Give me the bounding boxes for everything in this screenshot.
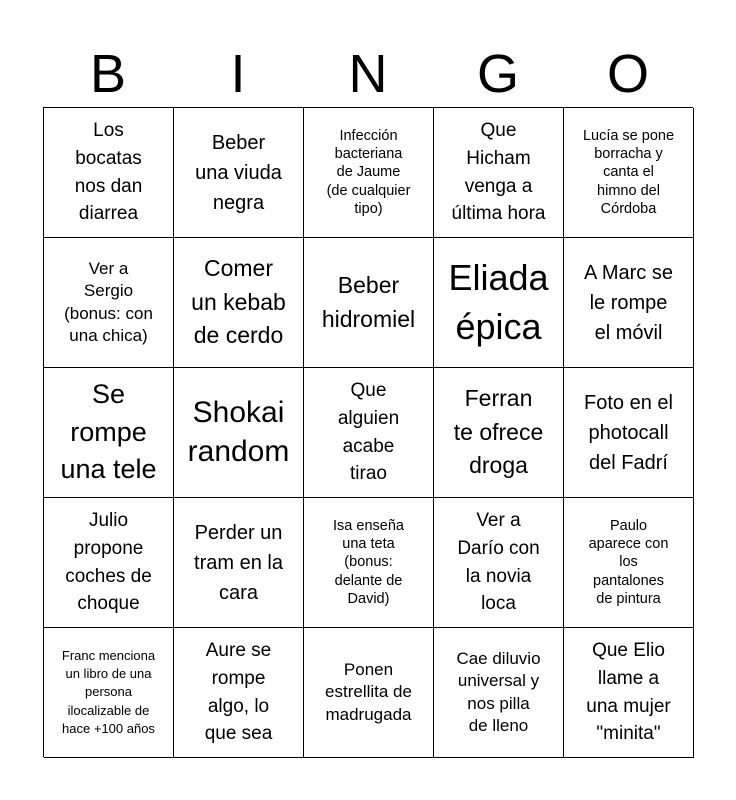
bingo-cell[interactable] — [174, 368, 304, 498]
bingo-cell[interactable] — [44, 108, 174, 238]
cell-text: Ver a Sergio (bonus: con una chica) — [64, 259, 153, 345]
bingo-cell[interactable] — [174, 238, 304, 368]
bingo-cell[interactable] — [304, 498, 434, 628]
bingo-cell[interactable] — [304, 108, 434, 238]
cell-text: Eliada épica — [448, 256, 549, 347]
bingo-cell[interactable] — [434, 498, 564, 628]
bingo-cell[interactable] — [44, 368, 174, 498]
cell-text: Shokai random — [187, 396, 290, 468]
bingo-cell[interactable] — [304, 368, 434, 498]
cell-text: Que Elio llame a una mujer "minita" — [586, 640, 671, 745]
bingo-cell[interactable] — [434, 368, 564, 498]
header-letter-b: B — [89, 44, 127, 104]
bingo-cell[interactable] — [564, 628, 694, 758]
bingo-cell[interactable] — [564, 108, 694, 238]
bingo-cell[interactable] — [44, 628, 174, 758]
cell-text: Beber una viuda negra — [195, 131, 282, 214]
bingo-cell[interactable] — [564, 238, 694, 368]
bingo-cell[interactable] — [434, 238, 564, 368]
bingo-cell[interactable] — [174, 628, 304, 758]
bingo-header — [43, 40, 693, 108]
cell-text: Isa enseña una teta (bonus: delante de David) — [333, 518, 404, 607]
bingo-cell[interactable] — [434, 628, 564, 758]
cell-text: Ponen estrellita de madrugada — [325, 660, 412, 724]
bingo-cell[interactable] — [434, 108, 564, 238]
cell-text: Perder un tram en la cara — [194, 521, 283, 604]
bingo-cell[interactable] — [564, 498, 694, 628]
cell-text: Infección bacteriana de Jaume (de cualquier tipo) — [326, 128, 411, 217]
cell-text: Ferran te ofrece droga — [453, 385, 544, 479]
bingo-cell[interactable] — [174, 108, 304, 238]
header-letter-i: I — [230, 44, 246, 104]
cell-text: Foto en el photocall del Fadrí — [584, 391, 673, 474]
bingo-cell[interactable] — [44, 238, 174, 368]
cell-text: Que Hicham venga a última hora — [451, 120, 546, 225]
cell-text: Beber hidromiel — [321, 272, 416, 332]
header-letter-g: G — [476, 44, 519, 104]
cell-text: Cae diluvio universal y nos pilla de lleno — [456, 649, 541, 735]
cell-text: A Marc se le rompe el móvil — [584, 261, 673, 344]
bingo-cell[interactable] — [44, 498, 174, 628]
bingo-board — [43, 107, 693, 757]
header-letter-n: N — [348, 44, 388, 104]
cell-text: Franc menciona un libro de una persona ilocalizable de hace +100 años — [61, 648, 156, 736]
cell-text: Lucía se pone borracha y canta el himno del Córdoba — [582, 128, 675, 217]
bingo-cell[interactable] — [174, 498, 304, 628]
cell-text: Ver a Darío con la novia loca — [457, 510, 540, 615]
cell-text: Comer un kebab de cerdo — [191, 255, 286, 349]
cell-text: Paulo aparece con los pantalones de pintura — [588, 518, 669, 607]
cell-text: Julio propone coches de choque — [65, 510, 152, 615]
cell-text: Que alguien acabe tirao — [337, 380, 400, 485]
bingo-cell[interactable] — [304, 628, 434, 758]
header-letter-o: O — [606, 44, 649, 104]
cell-text: Los bocatas nos dan diarrea — [74, 120, 143, 225]
bingo-cell[interactable] — [304, 238, 434, 368]
cell-text: Se rompe una tele — [60, 378, 157, 485]
cell-text: Aure se rompe algo, lo que sea — [204, 640, 273, 745]
bingo-cell[interactable] — [564, 368, 694, 498]
